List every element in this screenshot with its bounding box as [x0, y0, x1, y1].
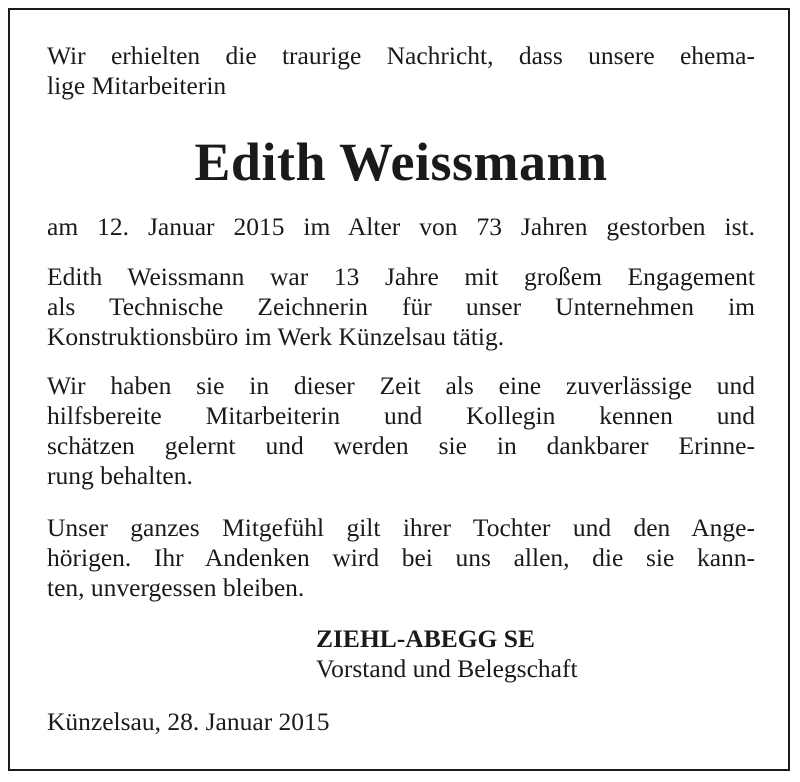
signature-block	[316, 624, 578, 684]
intro-paragraph	[47, 41, 755, 101]
paragraph-line: Edith Weissmann war 13 Jahre mit großem Engagement	[47, 262, 755, 291]
intro-line: lige Mitarbeiterin	[47, 71, 227, 100]
obituary-notice	[8, 8, 790, 771]
paragraph-line: hörigen. Ihr Andenken wird bei uns allen, die sie kann-	[47, 543, 755, 572]
place-date-block	[47, 707, 755, 737]
paragraph-line: hilfsbereite Mitarbeiterin und Kollegin kennen und	[47, 401, 755, 430]
paragraph-line: Wir haben sie in dieser Zeit als eine zuverlässige und	[47, 371, 755, 400]
paragraph-line: rung behalten.	[47, 461, 193, 490]
death-statement	[47, 212, 755, 242]
company-name: ZIEHL-ABEGG SE	[316, 624, 535, 653]
paragraph-line: Unser ganzes Mitgefühl gilt ihrer Tochter und den Ange-	[47, 513, 755, 542]
deceased-name: Edith Weissmann	[194, 132, 608, 192]
paragraph-line: ten, unvergessen bleiben.	[47, 573, 305, 602]
signature-group: Vorstand und Belegschaft	[316, 654, 578, 683]
condolence-paragraph	[47, 513, 755, 603]
death-line: am 12. Januar 2015 im Alter von 73 Jahren gestorben ist.	[47, 212, 755, 241]
paragraph-line: schätzen gelernt und werden sie in dankbarer Erinne-	[47, 431, 755, 460]
appreciation-paragraph	[47, 371, 755, 491]
place-date: Künzelsau, 28. Januar 2015	[47, 707, 330, 736]
paragraph-line: als Technische Zeichnerin für unser Unternehmen im	[47, 292, 755, 321]
intro-line: Wir erhielten die traurige Nachricht, dass unsere ehema-	[47, 41, 755, 70]
career-paragraph	[47, 262, 755, 352]
paragraph-line: Konstruktionsbüro im Werk Künzelsau tätig.	[47, 322, 505, 351]
